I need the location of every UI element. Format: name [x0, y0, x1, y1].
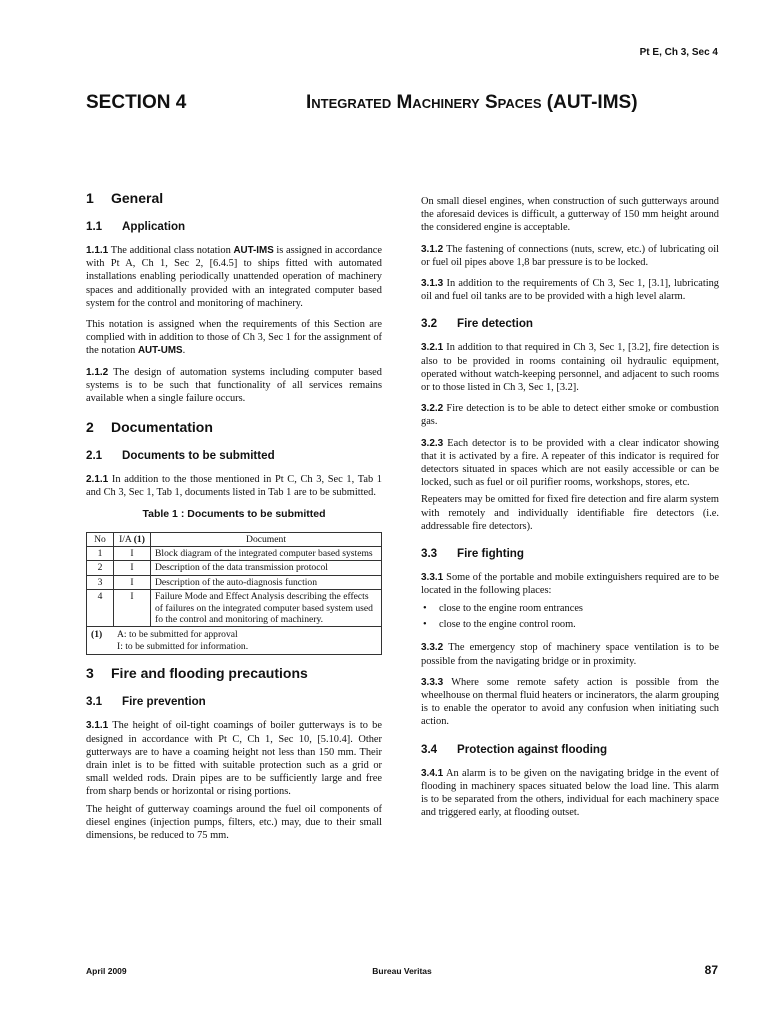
para-3-1-2: 3.1.2 The fastening of connections (nuts, screw, etc.) of lubricating oil or fuel oil pipes above 1,8 bar pressure is to be locked. — [421, 243, 719, 268]
documents-table — [86, 532, 382, 656]
table-row: 2 I Description of the data transmission protocol — [87, 561, 382, 575]
table-row: 4 I Failure Mode and Effect Analysis describing the effects of failures on the integrated computer based system used fo the control and monitoring of machinery. — [87, 590, 382, 627]
para-1-1-1: 1.1.1 The additional class notation AUT-IMS is assigned in accordance with Pt A, Ch 1, Sec 2, [6.4.5] to ships fitted with automated installations enabling periodically unattended operation of machinery spaces and additionally provided with an integrated computer based system for the control and monitoring of machinery. — [86, 245, 382, 309]
col-ia-header: I/A (1) — [114, 532, 151, 546]
heading-general: 1 General — [86, 190, 164, 206]
table-row: 3 I Description of the auto-diagnosis function — [87, 575, 382, 589]
page-number: 87 — [704, 963, 718, 977]
heading-documentation: 2 Documentation — [86, 419, 213, 436]
para-3-3-1: 3.3.1 Some of the portable and mobile extinguishers required are to be located in the following places: — [421, 572, 719, 597]
heading-documents-to-be-submitted: 2.1 Documents to be submitted — [86, 449, 275, 463]
running-header: Pt E, Ch 3, Sec 4 — [639, 47, 718, 58]
para-3-2-3: 3.2.3 Each detector is to be provided with a clear indicator showing that it is activated by a fire. A repeater of this indicator is required for detectors situated in spaces which are not easily accessible or can be locked, such as fuel or oil purifier rooms, workshops, stores, etc. — [421, 437, 719, 489]
heading-application: 1.1 Application — [86, 220, 186, 233]
footer-date: April 2009 — [86, 966, 127, 976]
list-item: • close to the engine control room. — [421, 617, 719, 633]
section-number: SECTION 4 — [86, 92, 187, 113]
col-document-header: Document — [151, 532, 382, 546]
heading-fire-fighting: 3.3 Fire fighting — [421, 547, 524, 561]
para-3-1-1: 3.1.1 The height of oil-tight coamings of boiler gutterways is to be designed in accordance with Pt C, Ch 1, Sec 10, [5.10.4]. Other gutterways are to have a coaming height not less than 150 mm. Their drain inlet is to be fitted with suitable protection such as a grid or small welded rods. Drain pipes are to be sufficiently large and free from sharp bends or horizontal or rising portions. — [86, 720, 382, 798]
right-column — [421, 195, 719, 828]
heading-protection-against-flooding: 3.4 Protection against flooding — [421, 742, 608, 756]
para-3-3-2: 3.3.2 The emergency stop of machinery space ventilation is to be possible from the navigating bridge or in proximity. — [421, 642, 719, 667]
list-item: • close to the engine room entrances — [421, 601, 719, 617]
heading-fire-and-flooding: 3 Fire and flooding precautions — [86, 665, 308, 682]
section-title-bar — [86, 92, 718, 122]
section-title: Integrated Machinery Spaces (AUT-IMS) — [306, 92, 638, 113]
heading-fire-detection: 3.2 Fire detection — [421, 317, 534, 331]
para-3-1-1-b: The height of gutterway coamings around the fuel oil components of diesel engines (injection pumps, filters, etc.) may, due to their small dimensions, be reduced to 75 mm. — [86, 803, 382, 841]
para-2-1-1: 2.1.1 In addition to the those mentioned in Pt C, Ch 3, Sec 1, Tab 1 and Ch 3, Sec 1, Tab 1, documents listed in Tab 1 are to be submitted. — [86, 474, 382, 499]
left-column — [86, 190, 382, 850]
para-1-1-1-b: This notation is assigned when the requirements of this Section are complied with in addition to those of Ch 3, Sec 1 for the assignment of the notation AUT-UMS. — [86, 319, 382, 357]
footer-publisher: Bureau Veritas — [372, 966, 432, 976]
para-1-1-2: 1.1.2 The design of automation systems including computer based systems is to be such that functionality of all services remains available when a single failure occurs. — [86, 366, 382, 405]
page-footer — [86, 963, 718, 980]
table-header-row — [87, 532, 382, 546]
para-3-1-3: 3.1.3 In addition to the requirements of Ch 3, Sec 1, [3.1], lubricating oil and fuel oil tanks are to be provided with a high level alarm. — [421, 278, 719, 303]
para-3-2-3-b: Repeaters may be omitted for fixed fire detection and fire alarm system with remotely and individually identifiable fire detectors (i.e. addressable fire detectors). — [421, 494, 719, 532]
heading-fire-prevention: 3.1 Fire prevention — [86, 695, 206, 709]
para-small-engines: On small diesel engines, when construction of such gutterways around the aforesaid devices is difficult, a gutterway of 150 mm height around the considered engine is acceptable. — [421, 196, 719, 234]
para-3-3-3: 3.3.3 Where some remote safety action is possible from the wheelhouse on thermal fluid heaters or incinerators, the alarm grouping is to enable the operator to avoid any confusion when initiating such action. — [421, 676, 719, 728]
extinguisher-locations-list — [421, 601, 719, 633]
table-row: 1 I Block diagram of the integrated computer based systems — [87, 547, 382, 561]
bullet-icon: • — [423, 603, 427, 615]
para-3-2-1: 3.2.1 In addition to that required in Ch 3, Sec 1, [3.2], fire detection is also to be provided in rooms containing oil hydraulic equipment, operated without watch-keeping personnel, and adjacent to such rooms or to those listed in Ch 3, Sec 1, [3.2]. — [421, 342, 719, 394]
bullet-icon: • — [423, 619, 427, 631]
col-no-header: No — [87, 532, 114, 546]
table-note-row: (1) A: to be submitted for approval I: to be submitted for information. — [87, 627, 382, 655]
para-3-2-2: 3.2.2 Fire detection is to be able to detect either smoke or combustion gas. — [421, 403, 719, 428]
para-3-4-1: 3.4.1 An alarm is to be given on the navigating bridge in the event of flooding in machinery spaces situated below the load line. This alarm is to be separated from the others, individual for each machinery space and triggered early, at flooding outset. — [421, 767, 719, 819]
table-caption: Table 1 : Documents to be submitted — [142, 507, 326, 520]
